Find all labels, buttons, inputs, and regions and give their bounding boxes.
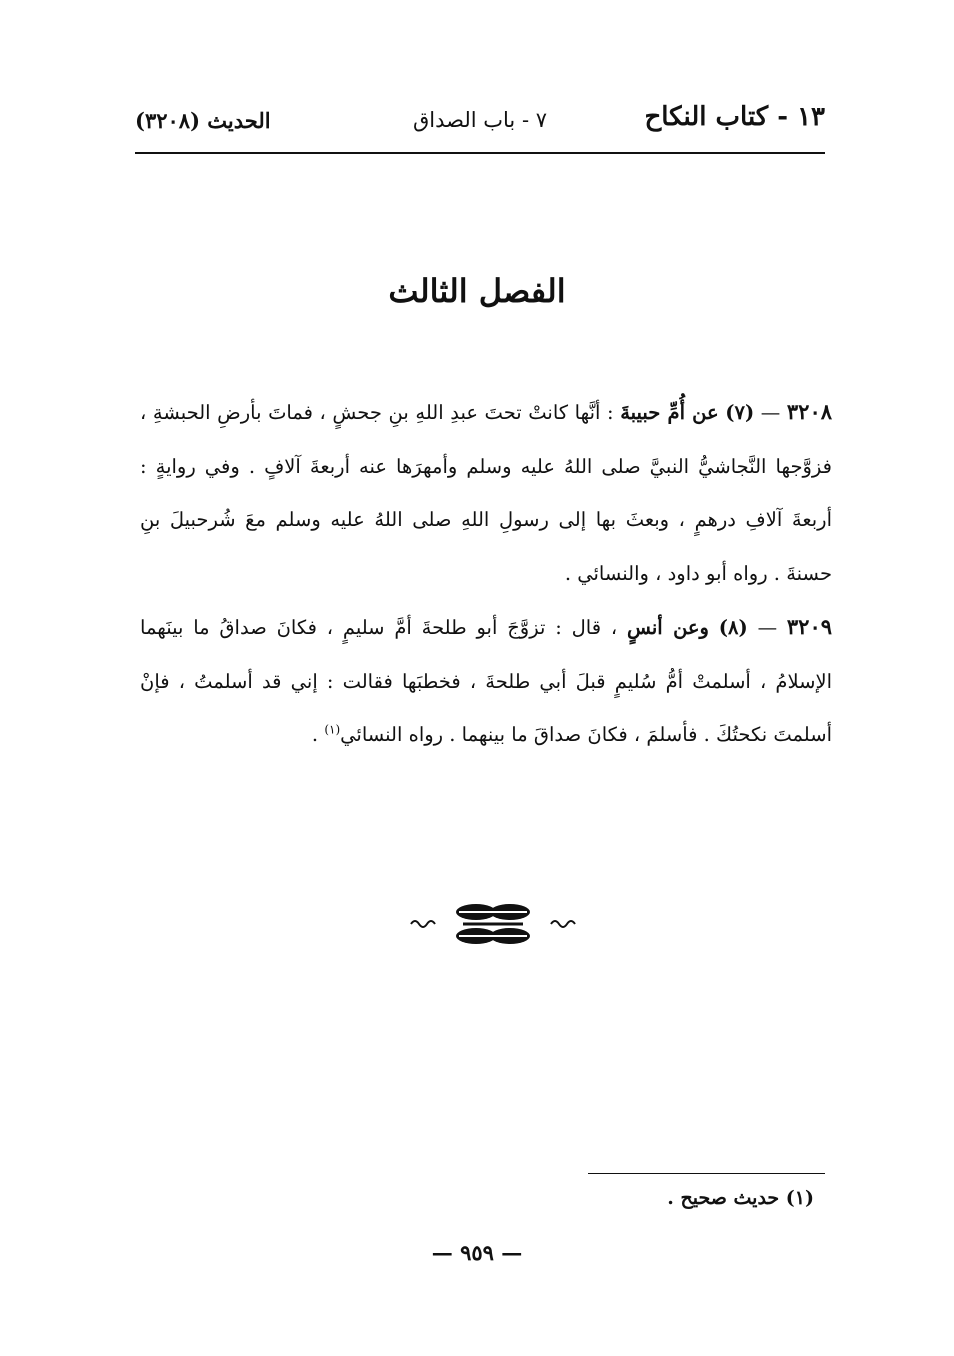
header-book-title: ١٣ - كتاب النكاح — [644, 102, 825, 132]
hadith-narrator: وعن أنسٍ — [626, 616, 709, 639]
hadith-text: ، قال : تزوَّجَ أبو طلحةَ أمَّ سليمٍ ، فكانَ صداقُ ما بينَهما الإسلامُ ، أسلمتْ أمُّ سُليمٍ قبلَ أبي طلحةَ ، فخطبَها فقالت : إني قد أسلمتُ ، فإنْ أسلمتَ نكحتُكَ . فأسلمَ ، فكانَ صداقَ ما بينهما . رواه النسائي — [140, 616, 832, 746]
section-title: الفصل الثالث — [388, 272, 566, 310]
ornament-divider-icon — [403, 898, 583, 950]
header-divider — [135, 152, 825, 154]
hadith-paragraph — [140, 385, 832, 600]
dash-separator: — — [747, 616, 778, 639]
running-header — [135, 98, 825, 148]
footnote-marker: (١) — [324, 722, 341, 737]
hadith-text: : أنَّها كانتْ تحتَ عبدِ اللهِ بنِ جحشٍ ، فماتَ بأرضِ الحبشةِ ، فزوَّجها النَّجاشيُّ النبيَّ صلى اللهُ عليه وسلم وأمهرَها عنه أربعةَ آلافٍ . وفي روايةٍ : أربعةَ آلافِ درهمٍ ، وبعثَ بها إلى رسولِ اللهِ صلى اللهُ عليه وسلم معَ شُرحبيلَ بنِ حسنةَ . رواه أبو داود ، والنسائي . — [140, 401, 832, 585]
hadith-source-ref: (٨) — [718, 616, 748, 639]
dash-separator: — — [754, 401, 781, 424]
hadith-paragraph — [140, 600, 832, 762]
hadith-body — [140, 385, 832, 762]
sentence-end: . — [311, 723, 325, 746]
hadith-narrator: عن أُمِّ حبيبةَ — [620, 401, 719, 424]
hadith-source-ref: (٧) — [725, 401, 755, 424]
header-chapter-title: ٧ - باب الصداق — [412, 108, 547, 132]
hadith-number: ٣٢٠٨ — [786, 399, 833, 424]
page-number: — ٩٥٩ — — [431, 1240, 523, 1265]
hadith-number: ٣٢٠٩ — [786, 614, 833, 639]
footnote-divider — [588, 1173, 825, 1174]
header-hadith-reference: الحديث (٣٢٠٨) — [135, 108, 271, 133]
footnote: (١) حديث صحيح . — [667, 1187, 814, 1209]
